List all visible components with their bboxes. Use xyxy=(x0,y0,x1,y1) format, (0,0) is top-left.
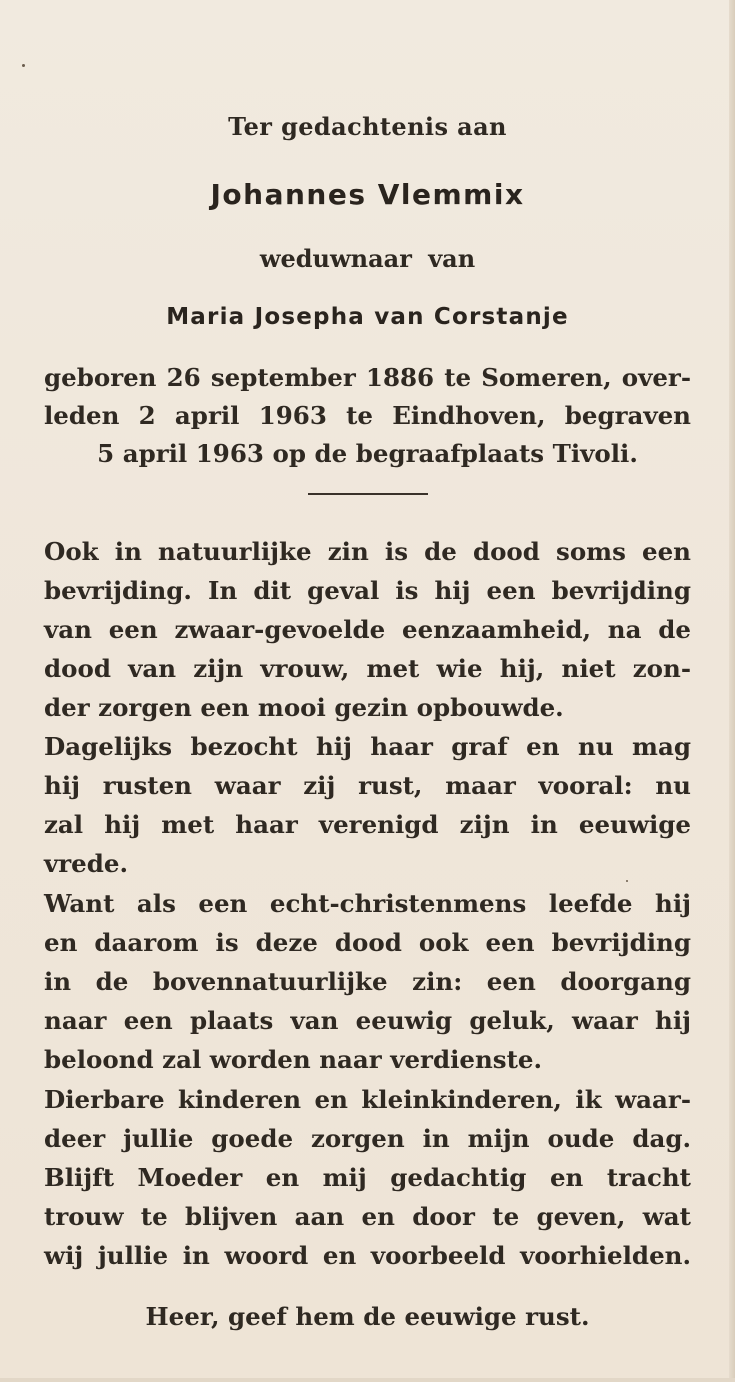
body-line: vrede. xyxy=(44,849,128,878)
body-line: Dierbare kinderen en kleinkinderen, ik waar- xyxy=(44,1085,691,1114)
body-line: in de bovennatuurlijke zin: een doorgang xyxy=(44,967,691,996)
body-line: naar een plaats van eeuwig geluk, waar hij xyxy=(44,1006,691,1035)
body-line: wij jullie in woord en voorbeeld voorhielden. xyxy=(44,1241,691,1270)
memorial-heading: Ter gedachtenis aan xyxy=(228,112,507,141)
biography-line: leden 2 april 1963 te Eindhoven, begraven xyxy=(44,401,691,430)
spouse-name: Maria Josepha van Corstanje xyxy=(166,304,569,330)
relation-text: weduwnaar van xyxy=(259,244,476,273)
body-line: dood van zijn vrouw, met wie hij, niet zon- xyxy=(44,654,691,683)
body-line: der zorgen een mooi gezin opbouwde. xyxy=(44,693,564,722)
biography-line: 5 april 1963 op de begraafplaats Tivoli. xyxy=(97,439,638,468)
body-line: zal hij met haar verenigd zijn in eeuwige xyxy=(44,810,691,839)
deceased-name: Johannes Vlemmix xyxy=(210,178,525,211)
body-line: Want als een echt-christenmens leefde hij xyxy=(44,889,691,918)
body-line: deer jullie goede zorgen in mijn oude dag. xyxy=(44,1124,691,1153)
body-line: trouw te blijven aan en door te geven, wat xyxy=(44,1202,691,1231)
paper-speck xyxy=(22,64,25,67)
biography-line: geboren 26 september 1886 te Someren, over- xyxy=(44,363,691,392)
divider-rule xyxy=(308,493,428,495)
body-line: Dagelijks bezocht hij haar graf en nu mag xyxy=(44,732,691,761)
body-line: bevrijding. In dit geval is hij een bevrijding xyxy=(44,576,691,605)
body-line: Ook in natuurlijke zin is de dood soms een xyxy=(44,537,691,566)
body-line: Blijft Moeder en mij gedachtig en tracht xyxy=(44,1163,691,1192)
body-line: van een zwaar-gevoelde eenzaamheid, na de xyxy=(44,615,691,644)
card-bottom-edge xyxy=(0,1378,735,1382)
body-line: en daarom is deze dood ook een bevrijding xyxy=(44,928,691,957)
body-line: hij rusten waar zij rust, maar vooral: nu xyxy=(44,771,691,800)
paper-speck xyxy=(626,880,628,882)
closing-prayer: Heer, geef hem de eeuwige rust. xyxy=(145,1302,590,1331)
body-line: beloond zal worden naar verdienste. xyxy=(44,1045,543,1074)
